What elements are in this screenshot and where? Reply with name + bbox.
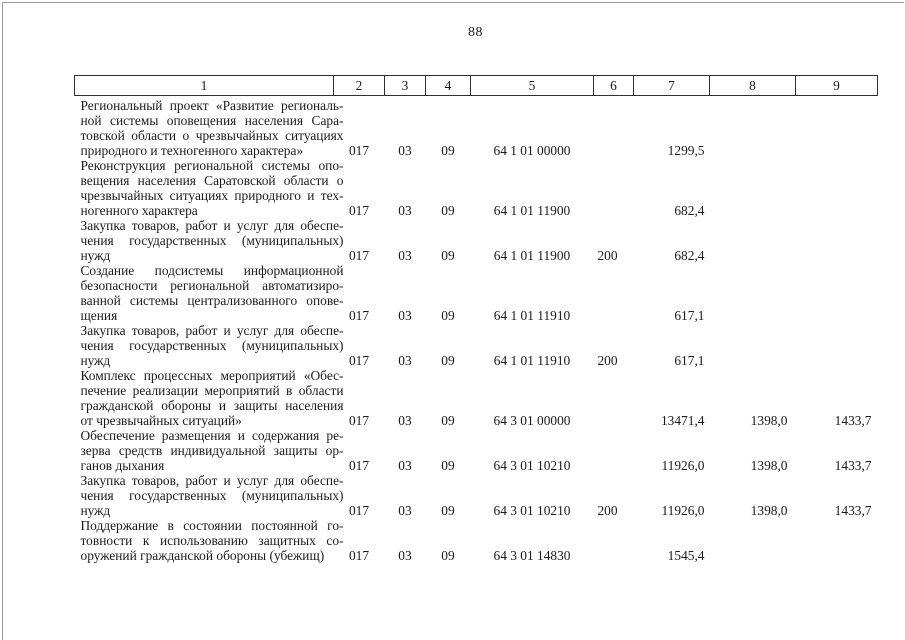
description-text-line: гражданской обороны и защиты населения	[80, 398, 344, 413]
cell-description	[75, 428, 344, 473]
cell-col-2: 017	[348, 458, 370, 473]
description-text-line: ногенного характера	[80, 203, 198, 218]
cell-col-3: 03	[398, 458, 412, 473]
cell-col-7: 13471,4	[660, 413, 705, 428]
cell-col-2: 017	[348, 203, 370, 218]
cell-col-6: 200	[597, 503, 618, 518]
cell-description	[75, 218, 344, 263]
cell-col-6	[594, 518, 634, 563]
cell-col-7: 1299,5	[667, 143, 705, 158]
cell-col-3: 03	[398, 548, 412, 563]
description-text-line: Комплекс процессных мероприятий «Обес-	[80, 368, 344, 383]
table-row	[75, 368, 878, 428]
column-header-5: 5	[471, 76, 594, 96]
description-text-line: Закупка товаров, работ и услуг для обеспе-	[80, 218, 344, 233]
table-header-row	[75, 76, 878, 96]
column-header-3: 3	[385, 76, 426, 96]
cell-col-3: 03	[398, 203, 412, 218]
cell-col-3: 03	[398, 308, 412, 323]
cell-col-9	[796, 96, 878, 159]
cell-col-5: 64 3 01 10210	[493, 503, 571, 518]
cell-col-8: 1398,0	[750, 503, 788, 518]
cell-col-3: 03	[398, 143, 412, 158]
cell-col-4: 09	[441, 548, 455, 563]
description-text-line: зерва средств индивидуальной защиты ор-	[80, 443, 344, 458]
description-text-line: природного и техногенного характера»	[80, 143, 304, 158]
table-row	[75, 428, 878, 473]
cell-col-3: 03	[398, 353, 412, 368]
description-text-line: нужд	[80, 248, 111, 263]
page-number: 88	[468, 25, 483, 40]
cell-col-9	[796, 218, 878, 263]
table-header	[75, 76, 878, 96]
cell-description	[75, 518, 344, 563]
cell-col-8	[710, 158, 796, 218]
column-header-7: 7	[634, 76, 710, 96]
cell-col-9	[796, 158, 878, 218]
description-text-line: чения государственных (муниципальных)	[80, 233, 344, 248]
cell-description	[75, 263, 344, 323]
cell-col-8: 1398,0	[750, 413, 788, 428]
cell-description	[75, 158, 344, 218]
column-header-8: 8	[710, 76, 796, 96]
description-text-line: чрезвычайных ситуациях природного и тех-	[80, 188, 344, 203]
cell-col-2: 017	[348, 308, 370, 323]
cell-col-3: 03	[398, 248, 412, 263]
cell-col-6: 200	[597, 248, 618, 263]
description-text-line: оружений гражданской обороны (убежищ)	[80, 548, 325, 563]
description-text-line: ганов дыхания	[80, 458, 165, 473]
cell-col-9: 1433,7	[834, 458, 872, 473]
cell-col-8	[710, 218, 796, 263]
cell-col-4: 09	[441, 503, 455, 518]
budget-table	[74, 75, 878, 563]
column-header-6: 6	[594, 76, 634, 96]
cell-col-7: 11926,0	[661, 503, 705, 518]
cell-col-8: 1398,0	[750, 458, 788, 473]
cell-col-4: 09	[441, 143, 455, 158]
description-text-line: от чрезвычайных ситуаций»	[80, 413, 242, 428]
description-text-line: Закупка товаров, работ и услуг для обеспе-	[80, 323, 344, 338]
description-text-line: ной системы оповещения населения Сара-	[80, 113, 344, 128]
cell-col-4: 09	[441, 308, 455, 323]
table-body	[75, 96, 878, 564]
description-text-line: Обеспечение размещения и содержания ре-	[80, 428, 344, 443]
description-text-line: нужд	[80, 353, 111, 368]
description-text-line: Региональный проект «Развитие региональ-	[80, 98, 344, 113]
description-text-line: нужд	[80, 503, 111, 518]
table-row	[75, 218, 878, 263]
description-text-line: безопасности региональной автоматизиро-	[80, 278, 344, 293]
cell-col-7: 1545,4	[667, 548, 705, 563]
cell-col-9	[796, 323, 878, 368]
description-text-line: щения	[80, 308, 118, 323]
cell-col-5: 64 3 01 14830	[493, 548, 571, 563]
column-header-2: 2	[334, 76, 385, 96]
cell-col-8	[710, 263, 796, 323]
cell-col-3: 03	[398, 413, 412, 428]
table-row	[75, 263, 878, 323]
cell-col-5: 64 1 01 00000	[493, 143, 571, 158]
cell-col-2: 017	[348, 503, 370, 518]
description-text-line: Закупка товаров, работ и услуг для обеспе-	[80, 473, 344, 488]
cell-col-8	[710, 323, 796, 368]
cell-col-8	[710, 518, 796, 563]
cell-col-2: 017	[348, 413, 370, 428]
cell-col-4: 09	[441, 248, 455, 263]
cell-col-2: 017	[348, 353, 370, 368]
cell-col-7: 682,4	[674, 203, 705, 218]
cell-col-8	[710, 96, 796, 159]
cell-col-4: 09	[441, 458, 455, 473]
cell-col-5: 64 3 01 10210	[493, 458, 571, 473]
column-header-4: 4	[426, 76, 471, 96]
cell-description	[75, 368, 344, 428]
description-text-line: вещения населения Саратовской области о	[80, 173, 344, 188]
cell-col-7: 617,1	[674, 308, 705, 323]
cell-col-4: 09	[441, 203, 455, 218]
cell-col-3: 03	[398, 503, 412, 518]
table-row	[75, 158, 878, 218]
table-row	[75, 323, 878, 368]
description-text-line: чения государственных (муниципальных)	[80, 488, 344, 503]
cell-col-7: 682,4	[674, 248, 705, 263]
cell-col-5: 64 1 01 11910	[493, 308, 571, 323]
cell-col-4: 09	[441, 353, 455, 368]
cell-col-4: 09	[441, 413, 455, 428]
cell-col-9	[796, 518, 878, 563]
cell-col-9	[796, 263, 878, 323]
cell-col-2: 017	[348, 143, 370, 158]
description-text-line: Поддержание в состоянии постоянной го-	[80, 518, 344, 533]
cell-col-5: 64 1 01 11900	[493, 203, 571, 218]
cell-col-7: 617,1	[674, 353, 705, 368]
column-header-1: 1	[75, 76, 334, 96]
description-text-line: чения государственных (муниципальных)	[80, 338, 344, 353]
description-text-line: Реконструкция региональной системы опо-	[80, 158, 344, 173]
cell-description	[75, 96, 344, 159]
description-text-line: печение реализации мероприятий в области	[80, 383, 344, 398]
cell-description	[75, 473, 344, 518]
cell-col-6: 200	[597, 353, 618, 368]
description-text-line: товской области о чрезвычайных ситуациях	[80, 128, 344, 143]
description-text-line: товности к использованию защитных со-	[80, 533, 344, 548]
cell-col-6	[594, 368, 634, 428]
cell-col-2: 017	[348, 548, 370, 563]
table-row	[75, 473, 878, 518]
cell-col-5: 64 3 01 00000	[493, 413, 571, 428]
column-header-9: 9	[796, 76, 878, 96]
cell-col-5: 64 1 01 11910	[493, 353, 571, 368]
cell-col-6	[594, 158, 634, 218]
description-text-line: Создание подсистемы информационной	[80, 263, 344, 278]
cell-col-9: 1433,7	[834, 503, 872, 518]
cell-description	[75, 323, 344, 368]
cell-col-2: 017	[348, 248, 370, 263]
cell-col-9: 1433,7	[834, 413, 872, 428]
cell-col-5: 64 1 01 11900	[493, 248, 571, 263]
cell-col-6	[594, 428, 634, 473]
table-row	[75, 96, 878, 159]
description-text-line: ванной системы централизованного опове-	[80, 293, 344, 308]
table-row	[75, 518, 878, 563]
cell-col-7: 11926,0	[661, 458, 705, 473]
cell-col-6	[594, 263, 634, 323]
cell-col-6	[594, 96, 634, 159]
